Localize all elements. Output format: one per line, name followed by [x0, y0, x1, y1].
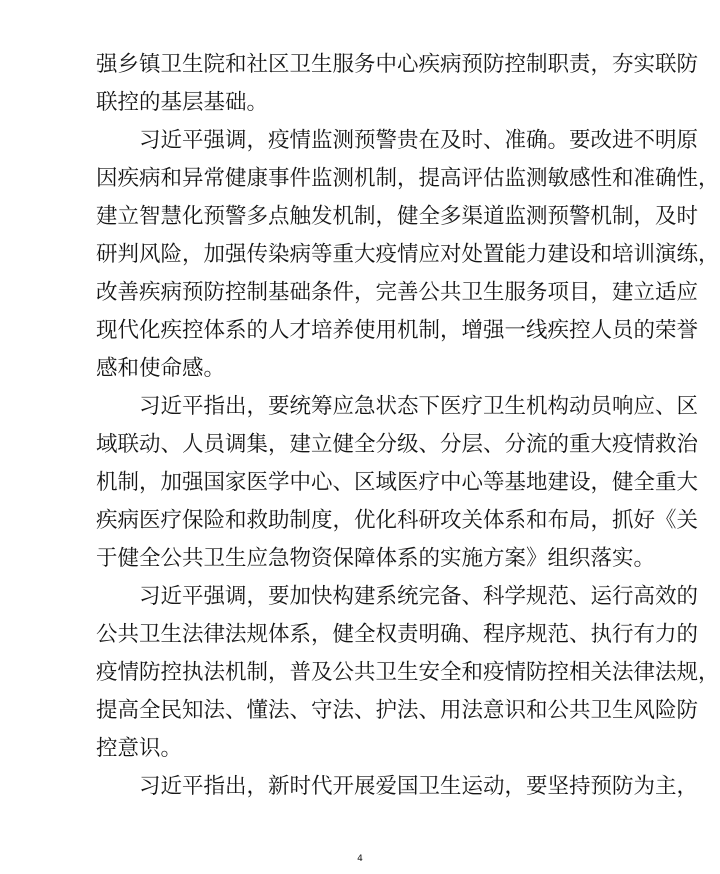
text-line: 习近平指出，要统筹应急状态下医疗卫生机构动员响应、区: [139, 394, 699, 419]
text-line: 强乡镇卫生院和社区卫生服务中心疾病预防控制职责，夯实联防: [96, 52, 699, 77]
text-line: 域联动、人员调集，建立健全分级、分层、分流的重大疫情救治: [96, 432, 699, 457]
text-line: 现代化疾控体系的人才培养使用机制，增强一线疾控人员的荣誉: [96, 318, 699, 343]
text-line: 联控的基层基础。: [96, 90, 269, 115]
text-line: 习近平强调，要加快构建系统完备、科学规范、运行高效的: [139, 584, 699, 609]
text-line: 改善疾病预防控制基础条件，完善公共卫生服务项目，建立适应: [96, 280, 699, 305]
text-line: 研判风险，加强传染病等重大疫情应对处置能力建设和培训演练，: [96, 242, 720, 267]
text-line: 感和使命感。: [96, 356, 226, 381]
text-line: 因疾病和异常健康事件监测机制，提高评估监测敏感性和准确性，: [96, 166, 720, 191]
text-line: 习近平指出，新时代开展爱国卫生运动，要坚持预防为主，: [139, 774, 699, 799]
text-line: 提高全民知法、懂法、守法、护法、用法意识和公共卫生风险防: [96, 698, 699, 723]
text-line: 疾病医疗保险和救助制度，优化科研攻关体系和布局，抓好《关: [96, 508, 699, 533]
text-line: 习近平强调，疫情监测预警贵在及时、准确。要改进不明原: [139, 128, 699, 153]
text-line: 于健全公共卫生应急物资保障体系的实施方案》组织落实。: [96, 546, 656, 571]
text-line: 疫情防控执法机制，普及公共卫生安全和疫情防控相关法律法规，: [96, 660, 720, 685]
text-line: 公共卫生法律法规体系，健全权责明确、程序规范、执行有力的: [96, 622, 699, 647]
text-line: 机制，加强国家医学中心、区域医疗中心等基地建设，健全重大: [96, 470, 699, 495]
text-line: 控意识。: [96, 736, 183, 761]
page-number: 4: [357, 854, 363, 864]
text-line: 建立智慧化预警多点触发机制，健全多渠道监测预警机制，及时: [96, 204, 699, 229]
